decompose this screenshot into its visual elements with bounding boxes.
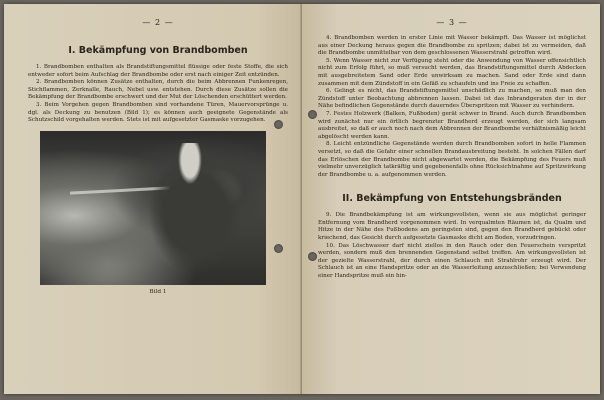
punch-hole [308, 110, 317, 119]
firefighter-photo [40, 131, 266, 285]
paragraph: 9. Die Brandbekämpfung ist am wirkungsvollsten, wenn sie aus möglichst geringer Entfernung vom Brandherd vorgenommen wird. In verqualmten Räumen ist, da Qualm und Hitze in der Nähe des Fußbodens am geringsten sind, gegen den Brandherd gebückt oder kriechend, das Gesicht durch aufgesetzte Gasmaske dicht am Boden, vorzudringen. [318, 212, 586, 242]
left-page [4, 4, 302, 394]
section-heading: I. Bekämpfung von Brandbomben [68, 45, 248, 56]
firefighter-figure [150, 143, 250, 283]
section-heading: II. Bekämpfung von Entstehungsbränden [342, 193, 562, 205]
paragraph: 2. Brandbomben können Zusätze enthalten, durch die beim Abbrennen Funkenregen, Stichflammen, Zerknalle, Rauch, Nebel usw. entstehen. Durch diese Zusätze sollen die Bekämpfung der Brandbombe erschwert und der Mut der Löschenden erschüttert werden. [28, 79, 288, 101]
document-spread [4, 4, 600, 394]
paragraph: 8. Leicht entzündliche Gegenstände werden durch Brandbomben sofort in helle Flammen versetzt, so daß die Gefahr einer schnellen Brandausbreitung besteht. In solchen Fällen darf das Erlöschen der Brandbombe nicht abgewartet werden, die Bekämpfung des Feuers muß vielmehr unverzüglich tatkräftig und gegebenenfalls ohne Rücksichtnahme auf Spritzwirkung der Brandbombe u. a. aufgenommen werden. [318, 141, 586, 178]
punch-hole [274, 120, 283, 129]
punch-hole [274, 244, 283, 253]
paragraph: 6. Gelingt es nicht, das Brandstiftungsmittel unschädlich zu machen, so muß man den Zündstoff unter Beobachtung abbrennen lassen. Dabei ist das Inbrandgeraten der in der Nähe befindlichen Gegenstände durch dauerndes Überspritzen mit Wasser zu verhindern. [318, 88, 586, 110]
page-number: — 3 — [436, 18, 468, 27]
paragraph: 5. Wenn Wasser nicht zur Verfügung steht oder die Anwendung von Wasser offensichtlich nicht zum Erfolg führt, so muß versucht werden, das Brandstiftungsmittel durch Abdecken mit ausgebreitetem Sand oder Erde unwirksam zu machen. Sand oder Erde sind dann zusammen mit dem Zündstoff in ein Gefäß zu schaufeln und ins Freie zu schaffen. [318, 57, 586, 87]
right-page [302, 4, 600, 394]
paragraph: 3. Beim Vorgehen gegen Brandbomben sind vorhandene Türen, Mauervorsprünge u. dgl. als Deckung zu benutzen (Bild 1); es können auch geeignete Gegenstände als Schutzschild vorgehalten werden. Stets ist mit aufgesetzter Gasmaske vorzugehen. [28, 101, 288, 124]
paragraph: 1. Brandbomben enthalten als Brandstiftungsmittel flüssige oder feste Stoffe, die sich entweder sofort beim Aufschlag der Brandbombe oder erst nach einiger Zeit entzünden. [28, 64, 288, 78]
paragraph: 7. Festes Holzwerk (Balken, Fußboden) gerät schwer in Brand. Auch durch Brandbomben wird zunächst nur ein örtlich begrenzter Brandherd erzeugt werden, der sich langsam ausbreitet, so daß er auch noch nach dem Abbrennen der Brandbombe verhältnismäßig leicht abgelöscht werden kann. [318, 110, 586, 140]
paragraph: 10. Das Löschwasser darf nicht ziellos in den Rauch oder den Feuerschein verspritzt werden, sondern muß den brennenden Gegenstand selbst treffen. Am wirkungsvollsten ist der gezielte Wasserstrahl, der durch einen Schlauch mit Strahlrohr erzeugt wird. Der Schlauch ist an eine Handspritze oder an die Wasserleitung anzuschließen; bei Verwendung einer Handspritze muß ein hin- [318, 242, 586, 280]
photo-caption: Bild 1 [149, 288, 167, 295]
punch-hole [308, 252, 317, 261]
paragraph: 4. Brandbomben werden in erster Linie mit Wasser bekämpft. Das Wasser ist möglichst aus einer Deckung heraus gegen die Brandbombe zu spritzen; dabei ist zu vermeiden, daß die Brandbombe unmittelbar von dem geschlossenen Wasserstrahl getroffen wird. [318, 35, 586, 57]
page-number: — 2 — [142, 18, 174, 27]
